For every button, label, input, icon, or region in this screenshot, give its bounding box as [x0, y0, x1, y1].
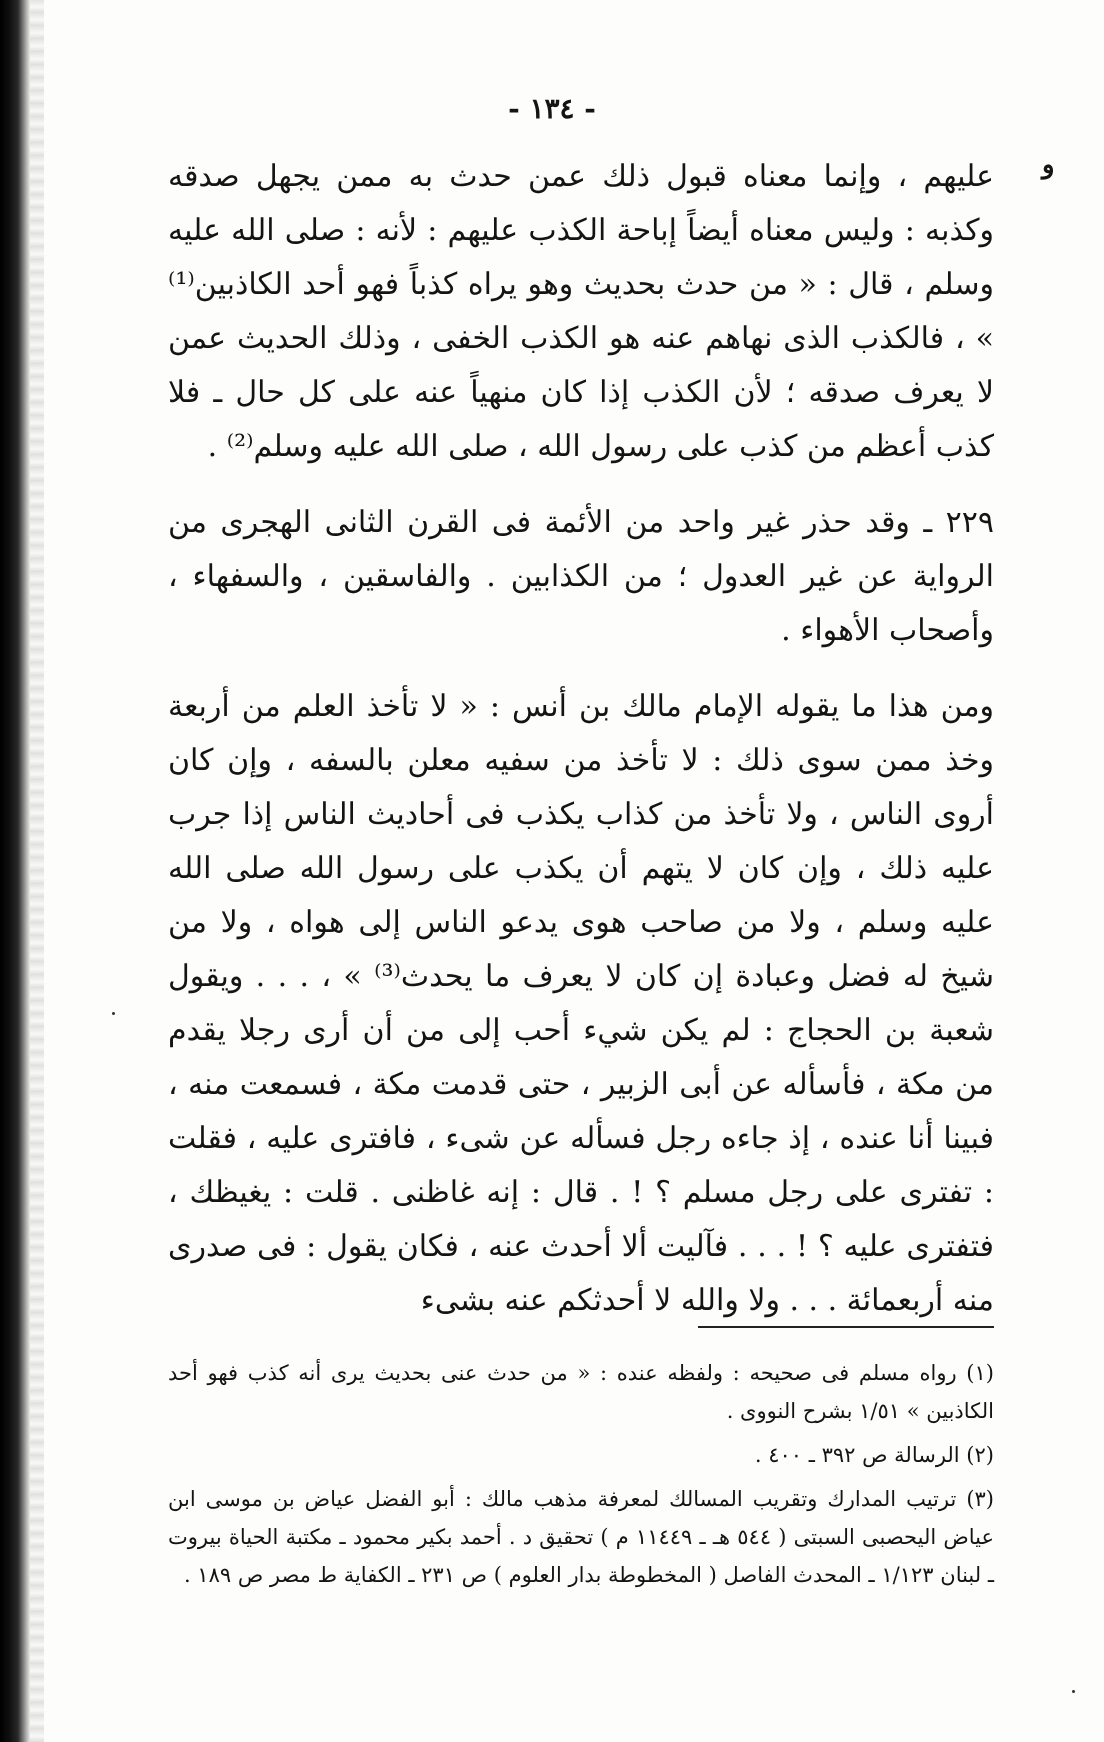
footnote-1: (١) رواه مسلم فى صحيحه : ولفظه عنده : « من حدث عنى بحديث يرى أنه كذب فهو أحد الكاذبين » ١/٥١ بشرح النووى .: [168, 1361, 994, 1423]
paragraph-3: ومن هذا ما يقوله الإمام مالك بن أنس : « لا تأخذ العلم من أربعة وخذ ممن سوى ذلك : لا تأخذ من سفيه معلن بالسفه ، وإن كان أروى الناس ، ولا تأخذ من كذاب يكذب فى أحاديث الناس إذا جرب عليه ذلك ، وإن كان لا يتهم أن يكذب على رسول الله صلى الله عليه وسلم ، ولا من صاحب هوى يدعو الناس إلى هواه ، ولا من شيخ له فضل وعبادة إن كان لا يعرف ما يحدث⁽³⁾ » ، . . . ويقول شعبة بن الحجاج : لم يكن شيء أحب إلى من أن أرى رجلا يقدم من مكة ، فأسأله عن أبى الزبير ، حتى قدمت مكة ، فسمعت منه ، فبينا أنا عنده ، إذ جاءه رجل فسأله عن شىء ، فافترى عليه ، فقلت : تفترى على رجل مسلم ؟ ! . قال : إنه غاظنى . قلت : يغيظك ، فتفترى عليه ؟ ! . . . فآليت ألا أحدث عنه ، فكان يقول : فى صدرى منه أربعمائة . . . ولا والله لا أحدثكم عنه بشىء: [168, 689, 994, 1318]
footnotes: [168, 1354, 994, 1600]
binding-shadow: [0, 0, 30, 1742]
page-number: - ١٣٤ -: [508, 92, 596, 125]
binding-edge-texture: [30, 0, 44, 1742]
scan-speck: [1072, 1690, 1075, 1693]
footnote-2: (٢) الرسالة ص ٣٩٢ ـ ٤٠٠ .: [754, 1443, 994, 1467]
scan-speck: [112, 1012, 115, 1015]
paragraph-2: ٢٢٩ ـ وقد حذر غير واحد من الأئمة فى القرن الثانى الهجرى من الرواية عن غير العدول ؛ من الكذابين . والفاسقين ، والسفهاء ، وأصحاب الأهواء .: [168, 505, 994, 648]
footnote-3: (٣) ترتيب المدارك وتقريب المسالك لمعرفة مذهب مالك : أبو الفضل عياض بن موسى ابن عياض اليحصبى السبتى ( ٥٤٤ هـ ـ ١١٤٤٩ م ) تحقيق د . أحمد بكير محمود ـ مكتبة الحياة بيروت ـ لبنان ١/١٢٣ ـ المحدث الفاصل ( المخطوطة بدار العلوم ) ص ٢٣١ ـ الكفاية ط مصر ص ١٨٩ .: [168, 1487, 995, 1587]
main-text: [168, 150, 994, 1328]
paragraph-1: عليهم ، وإنما معناه قبول ذلك عمن حدث به ممن يجهل صدقه وكذبه : وليس معناه أيضاً إباحة الكذب عليهم : لأنه : صلى الله عليه وسلم ، قال : « من حدث بحديث وهو يراه كذباً فهو أحد الكاذبين⁽¹⁾ » ، فالكذب الذى نهاهم عنه هو الكذب الخفى ، وذلك الحديث عمن لا يعرف صدقه ؛ لأن الكذب إذا كان منهياً عنه على كل حال ـ فلا كذب أعظم من كذب على رسول الله ، صلى الله عليه وسلم⁽²⁾ .: [168, 159, 994, 464]
footnote-divider: [698, 1326, 994, 1328]
margin-mark: و: [1042, 150, 1055, 180]
